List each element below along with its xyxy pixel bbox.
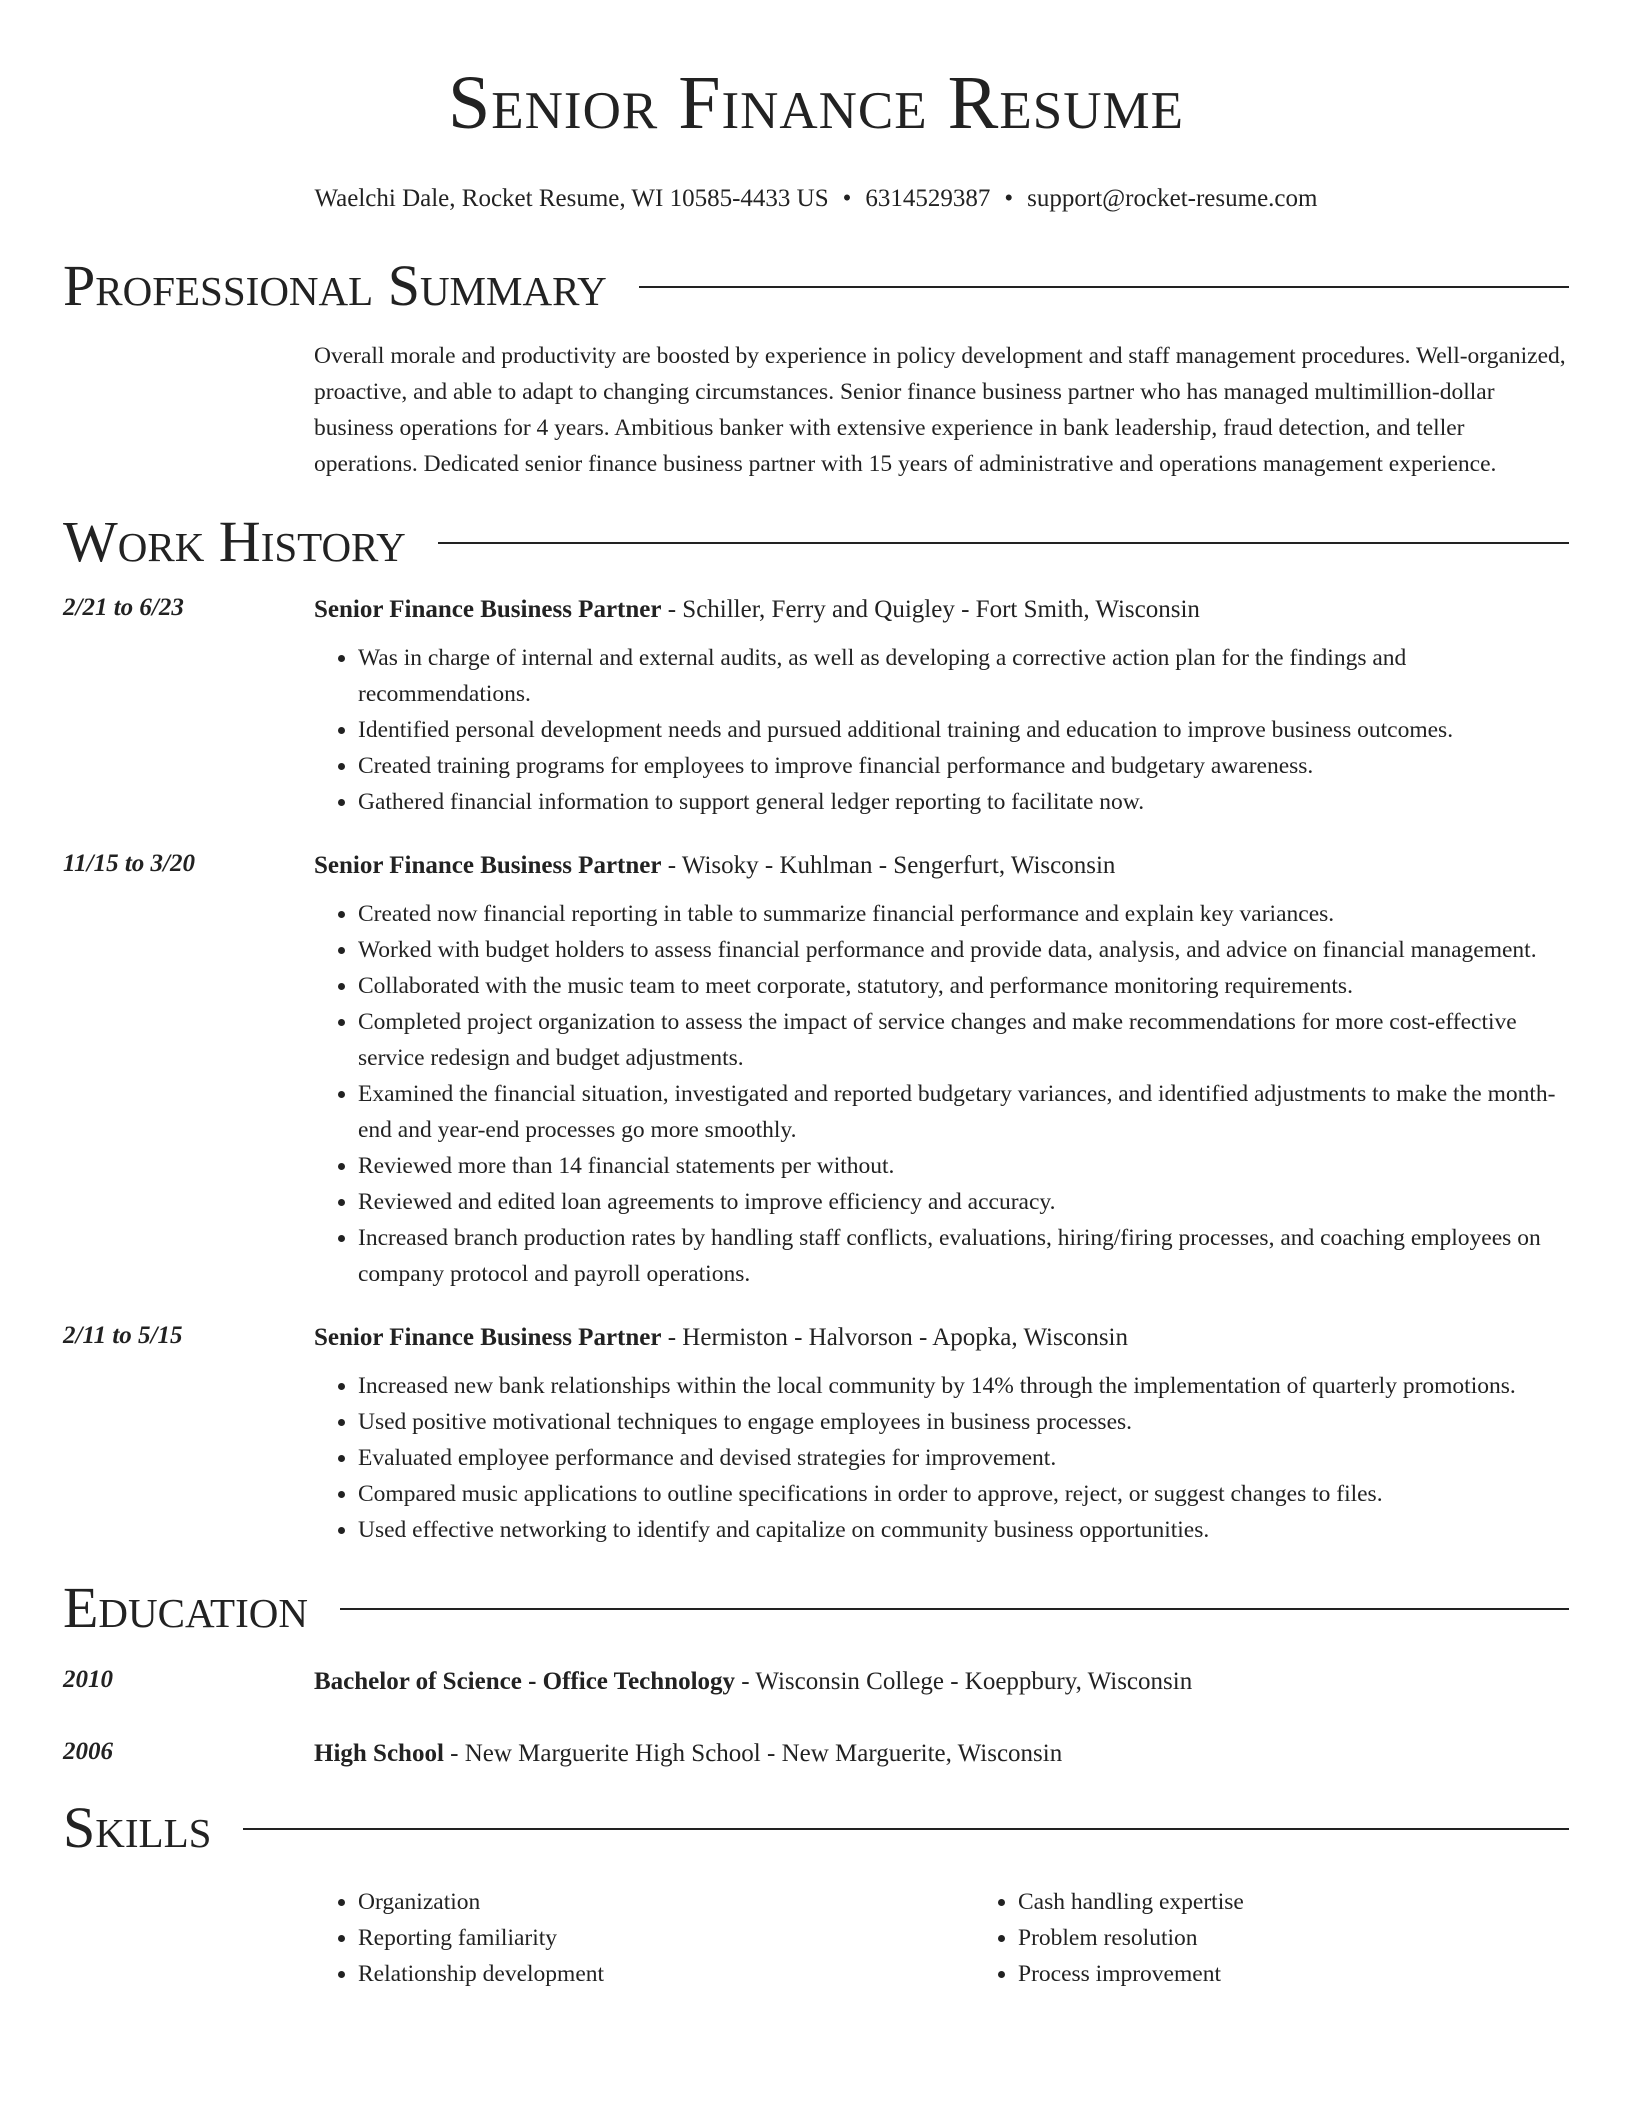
section-header-skills (63, 1796, 1569, 1860)
section-title-skills: Skills (63, 1795, 212, 1860)
list-item: • Increased new bank relationships within the local community by 14% through the implementation of quarterly promotions. (358, 1368, 1569, 1404)
section-divider (639, 286, 1569, 288)
education-entry (63, 1666, 1569, 1698)
list-item: • Process improvement (1018, 1956, 1569, 1992)
list-item: • Created training programs for employees to improve financial performance and budgetary awareness. (358, 748, 1569, 784)
section-title-work: Work History (63, 509, 406, 574)
list-item: • Reviewed and edited loan agreements to improve efficiency and accuracy. (358, 1184, 1569, 1220)
skills-list (314, 1884, 974, 1992)
education-details: - New Marguerite High School - New Marguerite, Wisconsin (443, 1740, 1063, 1767)
job-bullets (314, 1368, 1569, 1548)
list-item: • Compared music applications to outline specifications in order to approve, reject, or suggest changes to files. (358, 1476, 1569, 1512)
job-role: Senior Finance Business Partner (314, 596, 662, 623)
education-details: - Wisconsin College - Koeppbury, Wisconsin (735, 1668, 1193, 1695)
education-year: 2010 (63, 1666, 113, 1693)
list-item: • Collaborated with the music team to meet corporate, statutory, and performance monitoring requirements. (358, 968, 1569, 1004)
contact-address: Waelchi Dale, Rocket Resume, WI 10585-4433 US (314, 185, 829, 212)
job-role: Senior Finance Business Partner (314, 852, 662, 879)
education-degree: Bachelor of Science - Office Technology (314, 1668, 736, 1695)
job-role: Senior Finance Business Partner (314, 1324, 662, 1351)
job-details: - Schiller, Ferry and Quigley - Fort Smith, Wisconsin (661, 596, 1200, 623)
list-item: • Was in charge of internal and external audits, as well as developing a corrective action plan for the findings and recommendations. (358, 640, 1569, 712)
skills-spacer (63, 1860, 314, 1992)
contact-separator: • (842, 185, 852, 212)
section-title-summary: Professional Summary (63, 253, 607, 318)
job-details: - Wisoky - Kuhlman - Sengerfurt, Wisconsin (661, 852, 1116, 879)
list-item: • Organization (358, 1884, 974, 1920)
list-item: • Completed project organization to assess the impact of service changes and make recommendations for more cost-effective service redesign and budget adjustments. (358, 1004, 1569, 1076)
resume-title: Senior Finance Resume (448, 61, 1184, 145)
education-degree: High School (314, 1740, 444, 1767)
list-item: • Created now financial reporting in table to summarize financial performance and explain key variances. (358, 896, 1569, 932)
job-bullets (314, 640, 1569, 820)
summary-row (63, 318, 1569, 482)
contact-phone: 6314529387 (865, 185, 991, 212)
section-divider (243, 1828, 1569, 1830)
job-entry (63, 1322, 1569, 1548)
list-item: • Gathered financial information to support general ledger reporting to facilitate now. (358, 784, 1569, 820)
contact-line (63, 184, 1569, 214)
section-header-summary (63, 254, 1569, 318)
list-item: • Reporting familiarity (358, 1920, 974, 1956)
list-item: • Identified personal development needs and pursued additional training and education to improve business outcomes. (358, 712, 1569, 748)
summary-text: Overall morale and productivity are boosted by experience in policy development and staff management procedures. Well-organized, proactive, and able to adapt to changing circumstances. Senior finance business partner who has managed multimillion-dollar business operations for 4 years. Ambitious banker with extensive experience in bank leadership, fraud detection, and teller operations. Dedicated senior finance business partner with 15 years of administrative and operations management experience. (314, 343, 1566, 477)
education-year: 2006 (63, 1738, 113, 1765)
job-entry (63, 850, 1569, 1292)
list-item: • Problem resolution (1018, 1920, 1569, 1956)
list-item: • Increased branch production rates by handling staff conflicts, evaluations, hiring/firing processes, and coaching employees on company protocol and payroll operations. (358, 1220, 1569, 1292)
summary-spacer (63, 318, 314, 482)
list-item: • Worked with budget holders to assess financial performance and provide data, analysis, and advice on financial management. (358, 932, 1569, 968)
job-entry (63, 594, 1569, 820)
list-item: • Examined the financial situation, investigated and reported budgetary variances, and identified adjustments to make the month-end and year-end processes go more smoothly. (358, 1076, 1569, 1148)
job-bullets (314, 896, 1569, 1292)
contact-email[interactable]: support@rocket-resume.com (1027, 185, 1318, 212)
education-entry (63, 1738, 1569, 1770)
section-header-work (63, 510, 1569, 574)
section-title-education: Education (63, 1575, 308, 1640)
section-divider (340, 1608, 1569, 1610)
list-item: • Used positive motivational techniques to engage employees in business processes. (358, 1404, 1569, 1440)
section-divider (438, 542, 1569, 544)
job-dates: 2/11 to 5/15 (63, 1322, 183, 1349)
list-item: • Used effective networking to identify and capitalize on community business opportunities. (358, 1512, 1569, 1548)
job-dates: 11/15 to 3/20 (63, 850, 195, 877)
skills-list (974, 1884, 1569, 1992)
job-dates: 2/21 to 6/23 (63, 594, 184, 621)
list-item: • Cash handling expertise (1018, 1884, 1569, 1920)
job-details: - Hermiston - Halvorson - Apopka, Wisconsin (661, 1324, 1128, 1351)
skills-columns (314, 1884, 1569, 1992)
skills-row (63, 1860, 1569, 1992)
section-header-education (63, 1576, 1569, 1640)
list-item: • Relationship development (358, 1956, 974, 1992)
list-item: • Reviewed more than 14 financial statements per without. (358, 1148, 1569, 1184)
list-item: • Evaluated employee performance and devised strategies for improvement. (358, 1440, 1569, 1476)
contact-separator: • (1004, 185, 1014, 212)
